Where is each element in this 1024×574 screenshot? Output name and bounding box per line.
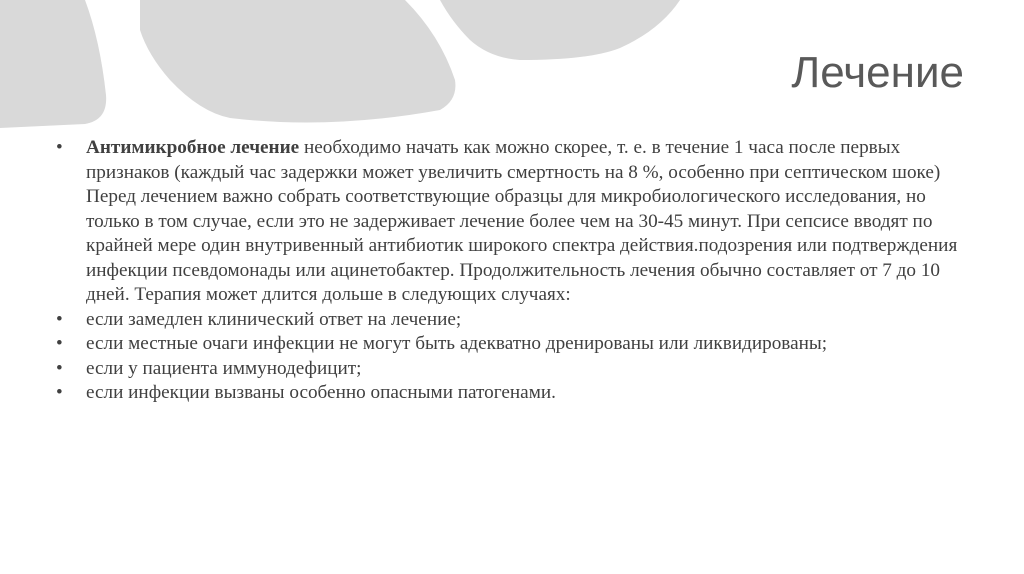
bullet-item bbox=[56, 136, 976, 308]
bullet-item bbox=[56, 357, 976, 382]
bullet-icon: • bbox=[56, 137, 63, 158]
bullet-list bbox=[56, 136, 976, 406]
bullet-text: если у пациента иммунодефицит; bbox=[86, 357, 362, 379]
bullet-icon: • bbox=[56, 333, 63, 354]
slide-title: Лечение bbox=[791, 48, 964, 97]
bullet-lead-text: Антимикробное лечение bbox=[86, 137, 300, 158]
bullet-item bbox=[56, 308, 976, 333]
decor-shape-left bbox=[0, 0, 106, 128]
bullet-item bbox=[56, 332, 976, 357]
bullet-icon: • bbox=[56, 308, 63, 330]
bullet-item bbox=[56, 381, 976, 406]
bullet-text: если местные очаги инфекции не могут быть адекватно дренированы или ликвидированы; bbox=[86, 333, 828, 354]
bullet-text: если инфекции вызваны особенно опасными патогенами. bbox=[86, 382, 556, 403]
bullet-icon: • bbox=[56, 382, 63, 403]
decor-shape-right bbox=[440, 0, 680, 60]
bullet-body-text: необходимо начать как можно скорее, т. е. в течение 1 часа после первых признаков (каждый час задержки может увеличить смертность на 8 %, особенно при септическом шоке) Перед лечением важно собрать соответствующие образцы для микробиологического исследования, но только в том случае, если это не задерживает лечение более чем на 30-45 минут. При сепсисе вводят по крайней мере один внутривенный антибиотик широкого спектра действия.подозрения или подтверждения инфекции псевдомонады или ацинетобактер. Продолжительность лечения обычно составляет от 7 до 10 дней. Терапия может длится дольше в следующих случаях: bbox=[86, 137, 958, 305]
bullet-icon: • bbox=[56, 357, 63, 379]
decor-shape-middle bbox=[140, 0, 455, 123]
bullet-text: если замедлен клинический ответ на лечение; bbox=[86, 308, 462, 330]
